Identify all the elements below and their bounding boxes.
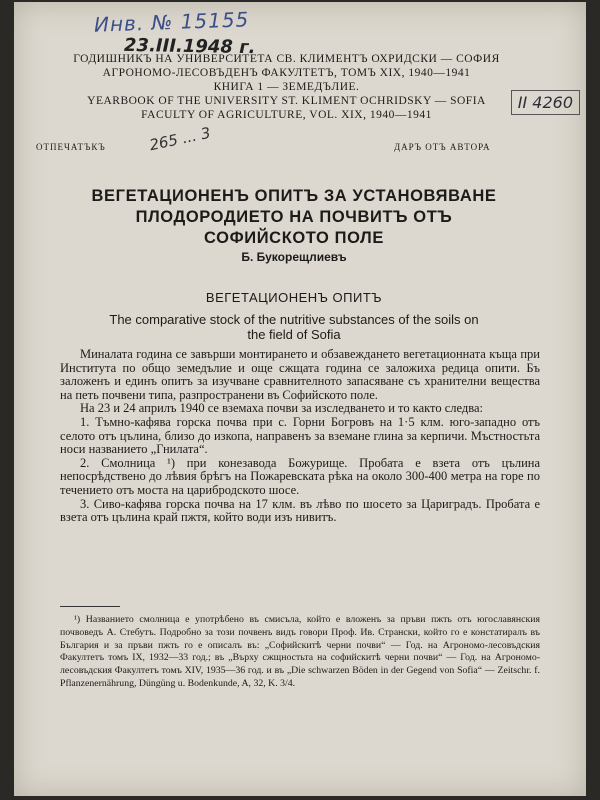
footnote-text: ¹) Названието смолница е употрѣбено въ смисъла, който е вложенъ за пръви пжть отъ югославянския почвоведъ А. Стебутъ. Подробно за този почвенъ видъ говори Проф. Ив. Странски, който го е констатиралъ въ България и за пръви пжть го е описалъ въ: „Софийскитѣ черни почви“ — Год. на Агрономо-лесовъдския Факултетъ томъ IX, 1932—33 год.; въ „Върху сжщностьта на софийскитѣ черни почви“ — Год. на Агрономо-лесовъдския Факултетъ томъ XIV, 1935—36 год. и въ „Die schwarzen Böden in der Gegend von Sofia“ — Zeitschr. f. Pflanzenernährung, Düngüng u. Bodenkunde, A, 32, K. 3/4. [60,614,540,689]
header-line: YEARBOOK OF THE UNIVERSITY ST. KLIMENT OCHRIDSKY — SOFIA [87,95,486,107]
gift-label: ДАРЪ ОТЪ АВТОРА [394,142,491,152]
paragraph: На 23 и 24 априлъ 1940 се вземаха почви за изследването и то както следва: [80,401,483,416]
paragraph: 1. Тъмно-кафява горска почва при с. Горни Богровъ на 1·5 клм. юго-западно отъ селото отъ цълина, близо до изкопа, направенъ за вземане глина за керпичи. Мъстностьта носи названието „Гнилата“. [60,414,540,457]
paragraph: 2. Смолница ¹) при конезавода Божурище. Пробата е взета отъ цълина непосрѣдствено до лѣвия брѣгъ на Пожаревската рѣка на около 300-400 метра на горе по течението отъ моста на царибродското шосе. [60,455,540,497]
footnote [60,614,540,691]
header-line: КНИГА 1 — ЗЕМЕДЪЛИЕ. [213,81,360,93]
footnote-divider [60,606,120,607]
article-body [60,348,540,525]
section-heading: ВЕГЕТАЦИОНЕНЪ ОПИТЪ [205,290,383,305]
offprint-label: ОТПЕЧАТЪКЪ [36,142,106,152]
header-line: АГРОНОМО-ЛЕСОВЪДЕНЪ ФАКУЛТЕТЪ, ТОМЪ XIX, 1940—1941 [102,67,471,79]
article-title: ВЕГЕТАЦИОНЕНЪ ОПИТЪ ЗА УСТАНОВЯВАНЕ ПЛОДОРОДИЕТО НА ПОЧВИТЪ ОТЪ СОФИЙСКОТО ПОЛЕ [91,187,497,247]
english-subtitle: The comparative stock of the nutritive substances of the soils on the field of Sofia [109,312,479,342]
paragraph: 3. Сиво-кафява горска почва на 17 клм. въ лѣво по шосето за Цариградъ. Пробата е взета отъ цълина край пжтя, който води изъ нивитъ. [60,496,540,525]
inventory-stamp: Инв. № 15155 [93,7,250,37]
document-page [14,2,586,796]
paragraph: Миналата година се завърши монтирането и обзавеждането вегетационната къща при Института по общо земедълие и още сжщата година се заложиха редица опити. Бъ заложенъ и единъ опитъ за изучване сравнителното запасяване съ хранителни вещества на петь почвени типа, разпространени въ Софийското поле. [60,347,540,402]
header-line: ГОДИШНИКЪ НА УНИВЕРСИТЕТА СВ. КЛИМЕНТЪ ОХРИДСКИ — СОФИЯ [73,53,500,65]
header-line: FACULTY OF AGRICULTURE, VOL. XIX, 1940—1941 [141,109,432,121]
catalog-stamp: II 4260 [511,90,580,115]
journal-header [14,52,559,122]
handwritten-note: 265 ... 3 [147,123,213,155]
author-name: Б. Букорещлиевъ [241,250,347,264]
date-stamp: 23.III.1948 г. [123,34,256,59]
